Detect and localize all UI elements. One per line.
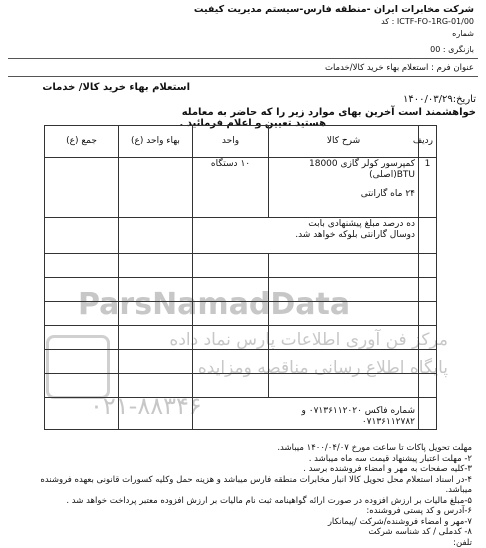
date-line: تاریخ:۱۴۰۰/۰۳/۲۹ xyxy=(403,94,476,105)
items-table xyxy=(44,125,437,430)
revision-label: بازنگری : 00 xyxy=(430,44,474,55)
header-divider xyxy=(8,58,478,59)
watermark-line1: مرکز فن آوری اطلاعات پارس نماد داده xyxy=(169,330,448,350)
col-header-desc: شرح کالا xyxy=(269,126,419,158)
item-name: کمپرسور کولر گازی 18000 xyxy=(272,159,415,170)
watermark-brand: ParsNamadData xyxy=(78,287,350,322)
warranty-note xyxy=(193,218,419,254)
note-item: ۶-آدرس و کد پستی فروشنده: xyxy=(12,506,472,517)
row-unit: ۱۰ دستگاه xyxy=(193,158,269,218)
note-item: ۴-در اسناد استعلام محل تحویل کالا انبار مخابرات منطقه فارس میباشد و هزینه حمل وکلیه کسورات قانونی بعهده فروشنده میباشد. xyxy=(12,475,472,496)
doc-code: ICTF-FO-1RG-01/00 : کد xyxy=(381,16,474,27)
col-header-total: جمع (ع) xyxy=(45,126,119,158)
request-text-line1: خواهشمند است آخرین بهای موارد زیر را که حاضر به معامله xyxy=(182,107,476,118)
watermark-phone: ۰۲۱-۸۸۳۴۶ xyxy=(90,392,202,420)
warranty-note-line1: ده درصد مبلغ پیشنهادی بابت xyxy=(196,219,415,230)
table-row xyxy=(45,326,437,350)
fax-line2: ۰۷۱۳۶۱۱۲۷۸۲ xyxy=(196,417,415,428)
note-item: مهلت تحویل پاکات تا ساعت مورخ ۱۴۰۰/۰۴/۰۷ میباشد. xyxy=(12,443,472,454)
col-header-row: ردیف xyxy=(419,126,437,158)
row-total xyxy=(45,158,119,218)
item-spec: BTU(اصلی) xyxy=(272,170,415,181)
note-item: ۲- مهلت اعتبار پیشنهاد قیمت سه ماه میباشد . xyxy=(12,454,472,465)
table-row xyxy=(45,278,437,302)
request-text-line2: هستید تعیین و اعلام فرمائید . xyxy=(179,118,326,129)
row-unit-price xyxy=(119,158,193,218)
fax-line1: شماره فاکس ۰۷۱۳۶۱۱۲۰۲۰ و xyxy=(196,406,415,417)
row-number: 1 xyxy=(419,158,437,218)
col-header-unit: واحد xyxy=(193,126,269,158)
inquiry-title: استعلام بهاء خرید کالا/ خدمات xyxy=(42,82,190,93)
table-row xyxy=(45,350,437,374)
warranty-note-line2: دوسال گارانتی بلوکه خواهد شد. xyxy=(196,230,415,241)
contact-cell xyxy=(193,398,419,430)
table-row xyxy=(45,374,437,398)
table-header-row xyxy=(45,126,437,158)
note-item: ۷-مهر و امضاء فروشنده/شرکت /پیمانکار xyxy=(12,517,472,528)
notes-list xyxy=(12,443,472,548)
watermark-line2: پایگاه اطلاع رسانی مناقصه ومزایده xyxy=(198,358,448,378)
number-label: شماره xyxy=(452,28,474,39)
row-description xyxy=(269,158,419,218)
col-header-unit-price: بهاء واحد (ع) xyxy=(119,126,193,158)
table-row xyxy=(45,302,437,326)
title-divider xyxy=(8,76,478,77)
form-title: عنوان فرم : استعلام بهاء خرید کالا/خدمات xyxy=(325,63,474,74)
table-row xyxy=(45,398,437,430)
note-item: ۳-کلیه صفحات به مهر و امضاء فروشنده برسد . xyxy=(12,464,472,475)
note-item: تلفن: xyxy=(12,538,472,548)
table-row xyxy=(45,254,437,278)
note-item: ۸- کدملی / کد شناسه شرکت xyxy=(12,527,472,538)
item-warranty: ۲۴ ماه گارانتی xyxy=(272,189,415,200)
table-row xyxy=(45,158,437,218)
note-item: ۵-مبلغ مالیات بر ارزش افزوده در صورت ارائه گواهینامه ثبت نام مالیات بر ارزش افزوده معتبر پرداخت خواهد شد . xyxy=(12,496,472,507)
table-row xyxy=(45,218,437,254)
company-header: شرکت مخابرات ایران -منطقه فارس-سیستم مدیریت کیفیت xyxy=(194,4,474,15)
